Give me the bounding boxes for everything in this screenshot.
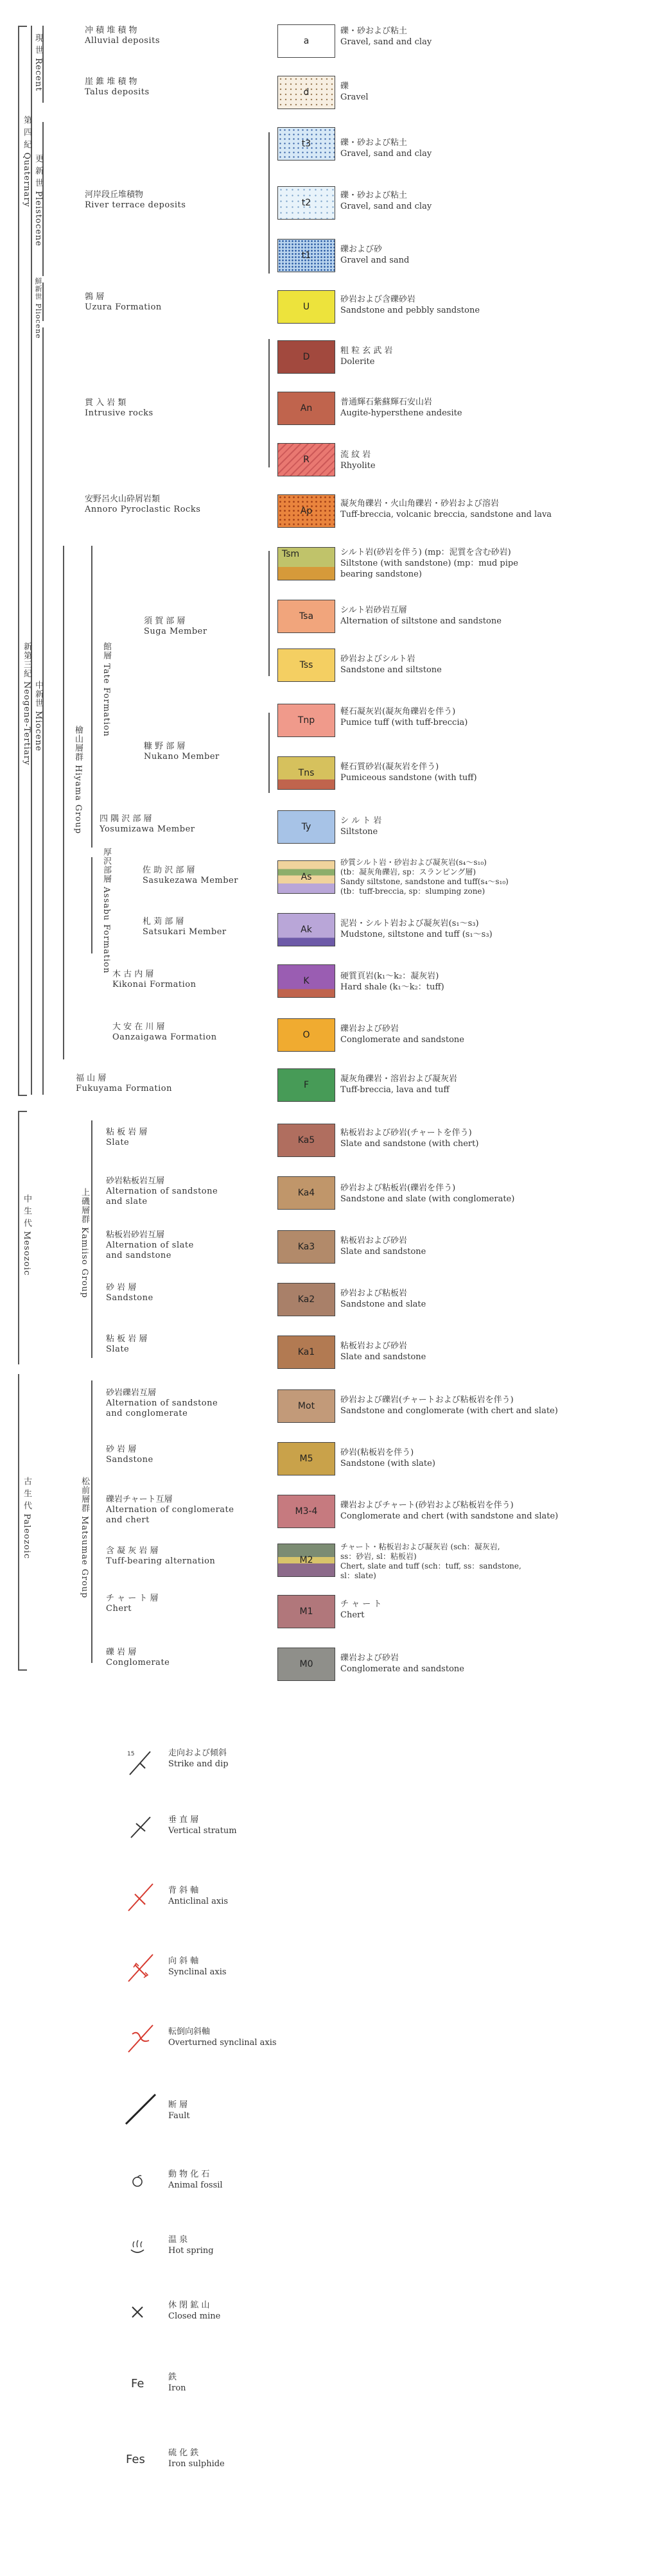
symbol-label: 転倒向斜軸 Overturned synclinal axis	[168, 2027, 277, 2048]
formation-name: 佐 助 沢 部 層 Sasukezawa Member	[143, 866, 238, 885]
unit-description: 泥岩・シルト岩および凝灰岩(s₁〜s₃) Mudstone, siltstone and tuff (s₁〜s₃)	[340, 919, 493, 939]
unit-description: 硬質頁岩(k₁〜k₂：凝灰岩) Hard shale (k₁〜k₂：tuff)	[340, 971, 444, 992]
formation-name: 鶉 層 Uzura Formation	[85, 292, 162, 312]
strike-dip-icon	[122, 1746, 161, 1779]
swatch-Ka4: Ka4	[277, 1176, 335, 1210]
symbol-label: 動 物 化 石 Animal fossil	[168, 2170, 223, 2190]
formation-name: チ ャ ー ト 層 Chert	[106, 1594, 159, 1614]
swatch-R: R	[277, 443, 335, 476]
swatch-a: a	[277, 24, 335, 58]
symbol-label: 休 閉 鉱 山 Closed mine	[168, 2301, 221, 2321]
unit-description: シルト岩砂岩互層 Alternation of siltstone and sandstone	[340, 605, 502, 626]
formation-name: 粘板岩砂岩互層 Alternation of slate and sandstone	[106, 1230, 194, 1260]
swatch-d: d	[277, 76, 335, 109]
swatch-Tsm: Tsm	[277, 547, 335, 580]
unit-description: 砂岩および粘板岩 Sandstone and slate	[340, 1289, 426, 1309]
formation-name: 四 隅 沢 部 層 Yosumizawa Member	[100, 814, 195, 834]
overturned-synclinal-axis-icon	[122, 2023, 161, 2055]
symbol-label: 走向および傾斜 Strike and dip	[168, 1748, 229, 1769]
symbol-label: 温 泉 Hot spring	[168, 2235, 214, 2256]
unit-description: 粗 粒 玄 武 岩 Dolerite	[340, 346, 393, 367]
nukano-bracket	[268, 713, 270, 793]
quaternary-label: 第 四 紀 Quaternary	[22, 116, 31, 207]
symbol-label: 背 斜 軸 Anticlinal axis	[168, 1886, 229, 1906]
dip-value: 15	[127, 1751, 135, 1757]
unit-description: チャート・粘板岩および凝灰岩 (sch：凝灰岩, ss：砂岩, sl：粘板岩) Chert, slate and tuff (sch：tuff, ss：sandstone, sl：slate)	[340, 1542, 521, 1580]
formation-name: 安野呂火山砕屑岩類 Annoro Pyroclastic Rocks	[85, 494, 201, 514]
swatch-Tnp: Tnp	[277, 704, 335, 737]
unit-description: 礫・砂および粘土 Gravel, sand and clay	[340, 138, 432, 159]
mesozoic-bracket-line	[18, 1111, 19, 1364]
swatch-t3: t3	[277, 127, 335, 161]
terrace-bracket	[268, 132, 270, 274]
swatch-D: D	[277, 340, 335, 374]
recent-label: 現 世 Recent	[33, 33, 43, 92]
formation-name: 木 古 内 層 Kikonai Formation	[112, 970, 197, 989]
formation-name: 礫 岩 層 Conglomerate	[106, 1648, 170, 1667]
swatch-t2: t2	[277, 186, 335, 220]
unit-description: シ ル ト 岩 Siltstone	[340, 816, 382, 837]
unit-description: 礫岩および砂岩 Conglomerate and sandstone	[340, 1024, 464, 1045]
cenozoic-bracket-line	[18, 26, 19, 1095]
fault-icon	[122, 2093, 161, 2125]
unit-description: チ ャ ー ト Chert	[340, 1599, 382, 1620]
swatch-M1: M1	[277, 1595, 335, 1628]
swatch-Ka2: Ka2	[277, 1283, 335, 1316]
iron-sulphide-icon: Fes	[126, 2453, 145, 2466]
matsumae-bracket-line	[91, 1380, 92, 1663]
unit-description: 凝灰角礫岩・火山角礫岩・砂岩および溶岩 Tuff-breccia, volcanic breccia, sandstone and lava	[340, 499, 552, 519]
bracket-tick	[18, 1669, 27, 1671]
neogene-label: 新第三紀 Neogene-Tertiary	[22, 642, 31, 766]
paleozoic-bracket-line	[18, 1374, 19, 1669]
formation-name: 砂 岩 層 Sandstone	[106, 1283, 153, 1303]
unit-description: 礫岩およびチャート(砂岩および粘板岩を伴う) Conglomerate and chert (with sandstone and slate)	[340, 1501, 559, 1521]
tate-label: 館層 Tate Formation	[101, 642, 111, 737]
mesozoic-label: 中 生 代 Mesozoic	[22, 1194, 31, 1276]
formation-name: 礫岩チャート互層 Alternation of conglomerate and chert	[106, 1495, 234, 1525]
unit-description: 礫・砂および粘土 Gravel, sand and clay	[340, 26, 432, 47]
intrusive-bracket	[268, 339, 270, 467]
formation-name: 砂岩礫岩互層 Alternation of sandstone and conglomerate	[106, 1388, 218, 1418]
swatch-K: K	[277, 964, 335, 998]
formation-name: 貫 入 岩 類 Intrusive rocks	[85, 398, 153, 418]
anticlinal-axis-icon	[122, 1881, 161, 1913]
swatch-Mot: Mot	[277, 1389, 335, 1423]
swatch-Ak: Ak	[277, 913, 335, 946]
kamiiso-label: 上磯層群 Kamiiso Group	[80, 1188, 89, 1298]
pliocene-label: 鮮新世 Pliocene	[34, 277, 42, 339]
hot-spring-icon	[122, 2228, 161, 2260]
unit-description: 粘板岩および砂岩(チャートを伴う) Slate and sandstone (with chert)	[340, 1128, 479, 1149]
bracket-tick	[18, 1111, 27, 1112]
unit-description: 軽石凝灰岩(凝灰角礫岩を伴う) Pumice tuff (with tuff-breccia)	[340, 707, 468, 727]
swatch-Ka1: Ka1	[277, 1336, 335, 1369]
animal-fossil-icon	[122, 2164, 161, 2196]
synclinal-axis-icon	[122, 1952, 161, 1984]
unit-description: 砂岩および含礫砂岩 Sandstone and pebbly sandstone	[340, 295, 480, 315]
unit-description: 砂質シルト岩・砂岩および凝灰岩(s₄〜s₁₀) (tb：凝灰角礫岩, sp：スランピング層) Sandy siltstone, sandstone and tuff(s₄〜s₁₀) (tb：tuff-breccia, sp：slumping zone)	[340, 858, 509, 896]
swatch-U: U	[277, 290, 335, 324]
swatch-Ap: Ap	[277, 494, 335, 528]
swatch-Tns: Tns	[277, 756, 335, 790]
unit-description: 砂岩(粘板岩を伴う) Sandstone (with slate)	[340, 1448, 435, 1468]
formation-name: 含 凝 灰 岩 層 Tuff-bearing alternation	[106, 1546, 216, 1566]
swatch-Tss: Tss	[277, 648, 335, 682]
symbol-label: 向 斜 軸 Synclinal axis	[168, 1956, 227, 1977]
swatch-M5: M5	[277, 1442, 335, 1475]
matsumae-label: 松前層群 Matsumae Group	[80, 1477, 89, 1599]
swatch-M2: M2	[277, 1544, 335, 1577]
bracket-tick	[18, 1095, 27, 1096]
unit-description: 凝灰角礫岩・溶岩および凝灰岩 Tuff-breccia, lava and tuff	[340, 1074, 458, 1095]
iron-icon: Fe	[131, 2377, 144, 2390]
swatch-An: An	[277, 392, 335, 425]
paleozoic-label: 古 生 代 Paleozoic	[22, 1477, 31, 1560]
swatch-O: O	[277, 1018, 335, 1052]
unit-description: 砂岩および粘板岩(礫岩を伴う) Sandstone and slate (with conglomerate)	[340, 1183, 515, 1204]
assabu-bracket-line	[91, 857, 92, 953]
formation-name: 粘 板 岩 層 Slate	[106, 1334, 148, 1354]
formation-name: 糠 野 部 層 Nukano Member	[144, 742, 220, 761]
unit-description: 礫および砂 Gravel and sand	[340, 245, 410, 265]
formation-name: 河岸段丘堆積物 River terrace deposits	[85, 190, 186, 210]
unit-description: 粘板岩および砂岩 Slate and sandstone	[340, 1236, 426, 1257]
unit-description: 礫岩および砂岩 Conglomerate and sandstone	[340, 1653, 464, 1674]
pleistocene-label: 更 新 世 Pleistocene	[33, 154, 43, 247]
formation-name: 粘 板 岩 層 Slate	[106, 1127, 148, 1147]
unit-description: 礫 Gravel	[340, 82, 369, 102]
vertical-stratum-icon	[122, 1811, 161, 1843]
swatch-F: F	[277, 1068, 335, 1102]
unit-description: 粘板岩および砂岩 Slate and sandstone	[340, 1341, 426, 1362]
swatch-M3-4: M3-4	[277, 1495, 335, 1528]
formation-name: 福 山 層 Fukuyama Formation	[76, 1074, 172, 1093]
symbol-label: 硫 化 鉄 Iron sulphide	[168, 2448, 225, 2469]
formation-name: 札 苅 部 層 Satsukari Member	[143, 917, 227, 937]
swatch-As: As	[277, 860, 335, 894]
formation-name: 大 安 在 川 層 Oanzaigawa Formation	[112, 1022, 217, 1042]
formation-name: 冲 積 堆 積 物 Alluvial deposits	[85, 26, 161, 46]
hiyama-label: 檜山層群 Hiyama Group	[73, 726, 83, 835]
bracket-tick	[18, 26, 27, 27]
swatch-t1: t1	[277, 239, 335, 272]
unit-description: 流 紋 岩 Rhyolite	[340, 450, 376, 471]
suga-bracket	[268, 551, 270, 676]
formation-name: 砂岩粘板岩互層 Alternation of sandstone and slate	[106, 1176, 218, 1206]
closed-mine-icon	[122, 2295, 161, 2328]
symbol-label: 鉄 Iron	[168, 2372, 186, 2393]
swatch-Tsa: Tsa	[277, 600, 335, 633]
assabu-label: 厚沢部層 Assabu Formation	[101, 848, 111, 974]
formation-name: 須 賀 部 層 Suga Member	[144, 616, 207, 636]
swatch-Ty: Ty	[277, 810, 335, 844]
symbol-label: 垂 直 層 Vertical stratum	[168, 1815, 237, 1836]
unit-description: シルト岩(砂岩を伴う) (mp：泥質を含む砂岩) Siltstone (with sandstone) (mp：mud pipe bearing sandstone)	[340, 548, 518, 579]
formation-name: 崖 錐 堆 積 物 Talus deposits	[85, 77, 150, 97]
formation-name: 砂 岩 層 Sandstone	[106, 1445, 153, 1465]
unit-description: 砂岩およびシルト岩 Sandstone and siltstone	[340, 654, 442, 675]
kamiiso-bracket-line	[91, 1120, 92, 1358]
miocene-label: 中新世 Miocene	[33, 681, 43, 752]
tate-bracket-line	[91, 546, 92, 848]
swatch-Ka3: Ka3	[277, 1230, 335, 1264]
hiyama-bracket-line	[63, 546, 64, 1059]
swatch-Ka5: Ka5	[277, 1124, 335, 1157]
unit-description: 砂岩および礫岩(チャートおよび粘板岩を伴う) Sandstone and conglomerate (with chert and slate)	[340, 1395, 558, 1416]
symbol-label: 断 層 Fault	[168, 2100, 190, 2121]
unit-description: 普通輝石紫蘇輝石安山岩 Augite-hypersthene andesite	[340, 397, 462, 418]
swatch-M0: M0	[277, 1648, 335, 1681]
unit-description: 軽石質砂岩(凝灰岩を伴う) Pumiceous sandstone (with tuff)	[340, 762, 477, 783]
unit-description: 礫・砂および粘土 Gravel, sand and clay	[340, 191, 432, 211]
